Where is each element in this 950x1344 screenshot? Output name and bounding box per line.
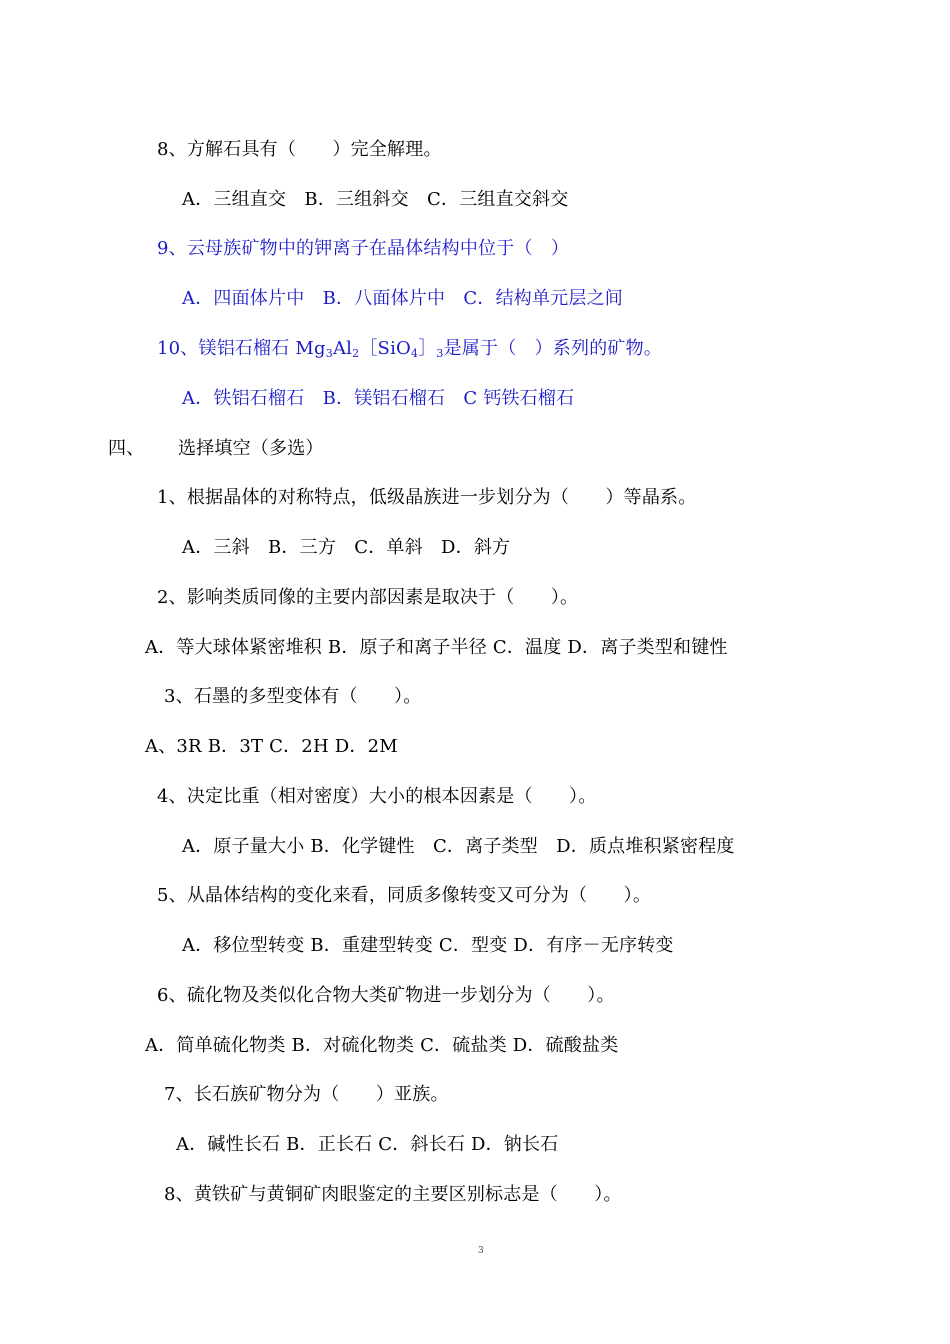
question-9-options: A．四面体片中 B．八面体片中 C．结构单元层之间 — [182, 288, 623, 309]
page-number: 3 — [478, 1246, 484, 1256]
question-10-suffix: 是属于（ ）系列的矿物。 — [443, 338, 663, 359]
s4-question-8: 8、黄铁矿与黄铜矿肉眼鉴定的主要区别标志是（ ）。 — [164, 1184, 622, 1205]
question-10-options: A．铁铝石榴石 B．镁铝石榴石 C 钙铁石榴石 — [182, 388, 575, 409]
subscript: 4 — [411, 347, 419, 360]
formula-part: Al — [332, 338, 353, 359]
s4-question-7: 7、长石族矿物分为（ ）亚族。 — [164, 1084, 449, 1105]
section-four-title: 选择填空（多选） — [178, 438, 324, 459]
s4-question-3-options: A、3R B．3T C．2H D．2M — [145, 736, 398, 757]
s4-question-2: 2、影响类质同像的主要内部因素是取决于（ ）。 — [157, 587, 579, 608]
s4-question-4: 4、决定比重（相对密度）大小的根本因素是（ ）。 — [157, 786, 597, 807]
s4-question-2-options: A．等大球体紧密堆积 B．原子和离子半径 C．温度 D．离子类型和键性 — [145, 637, 728, 658]
s4-question-5: 5、从晶体结构的变化来看，同质多像转变又可分为（ ）。 — [157, 885, 652, 906]
subscript: 3 — [325, 347, 333, 360]
section-four-number: 四、 — [108, 438, 145, 459]
question-8: 8、方解石具有（ ）完全解理。 — [157, 139, 442, 160]
s4-question-6: 6、硫化物及类似化合物大类矿物进一步划分为（ ）。 — [157, 985, 615, 1006]
question-10-prefix: 10、镁铝石榴石 Mg — [157, 338, 326, 359]
subscript: 2 — [352, 347, 360, 360]
s4-question-1: 1、根据晶体的对称特点，低级晶族进一步划分为（ ）等晶系。 — [157, 487, 697, 508]
question-10 — [157, 337, 662, 366]
formula-part: ］ — [418, 338, 437, 359]
question-8-options: A．三组直交 B．三组斜交 C．三组直交斜交 — [182, 189, 569, 210]
s4-question-6-options: A．简单硫化物类 B．对硫化物类 C．硫盐类 D．硫酸盐类 — [145, 1035, 619, 1056]
s4-question-4-options: A．原子量大小 B．化学键性 C．离子类型 D．质点堆积紧密程度 — [182, 836, 735, 857]
s4-question-3: 3、石墨的多型变体有（ ）。 — [164, 686, 422, 707]
s4-question-5-options: A．移位型转变 B．重建型转变 C．型变 D．有序－无序转变 — [182, 935, 674, 956]
s4-question-1-options: A．三斜 B．三方 C．单斜 D．斜方 — [182, 537, 511, 558]
question-9: 9、云母族矿物中的钾离子在晶体结构中位于（ ） — [157, 238, 570, 259]
subscript: 3 — [436, 347, 444, 360]
formula-part: ［SiO — [359, 338, 411, 359]
s4-question-7-options: A．碱性长石 B．正长石 C．斜长石 D．钠长石 — [176, 1134, 559, 1155]
